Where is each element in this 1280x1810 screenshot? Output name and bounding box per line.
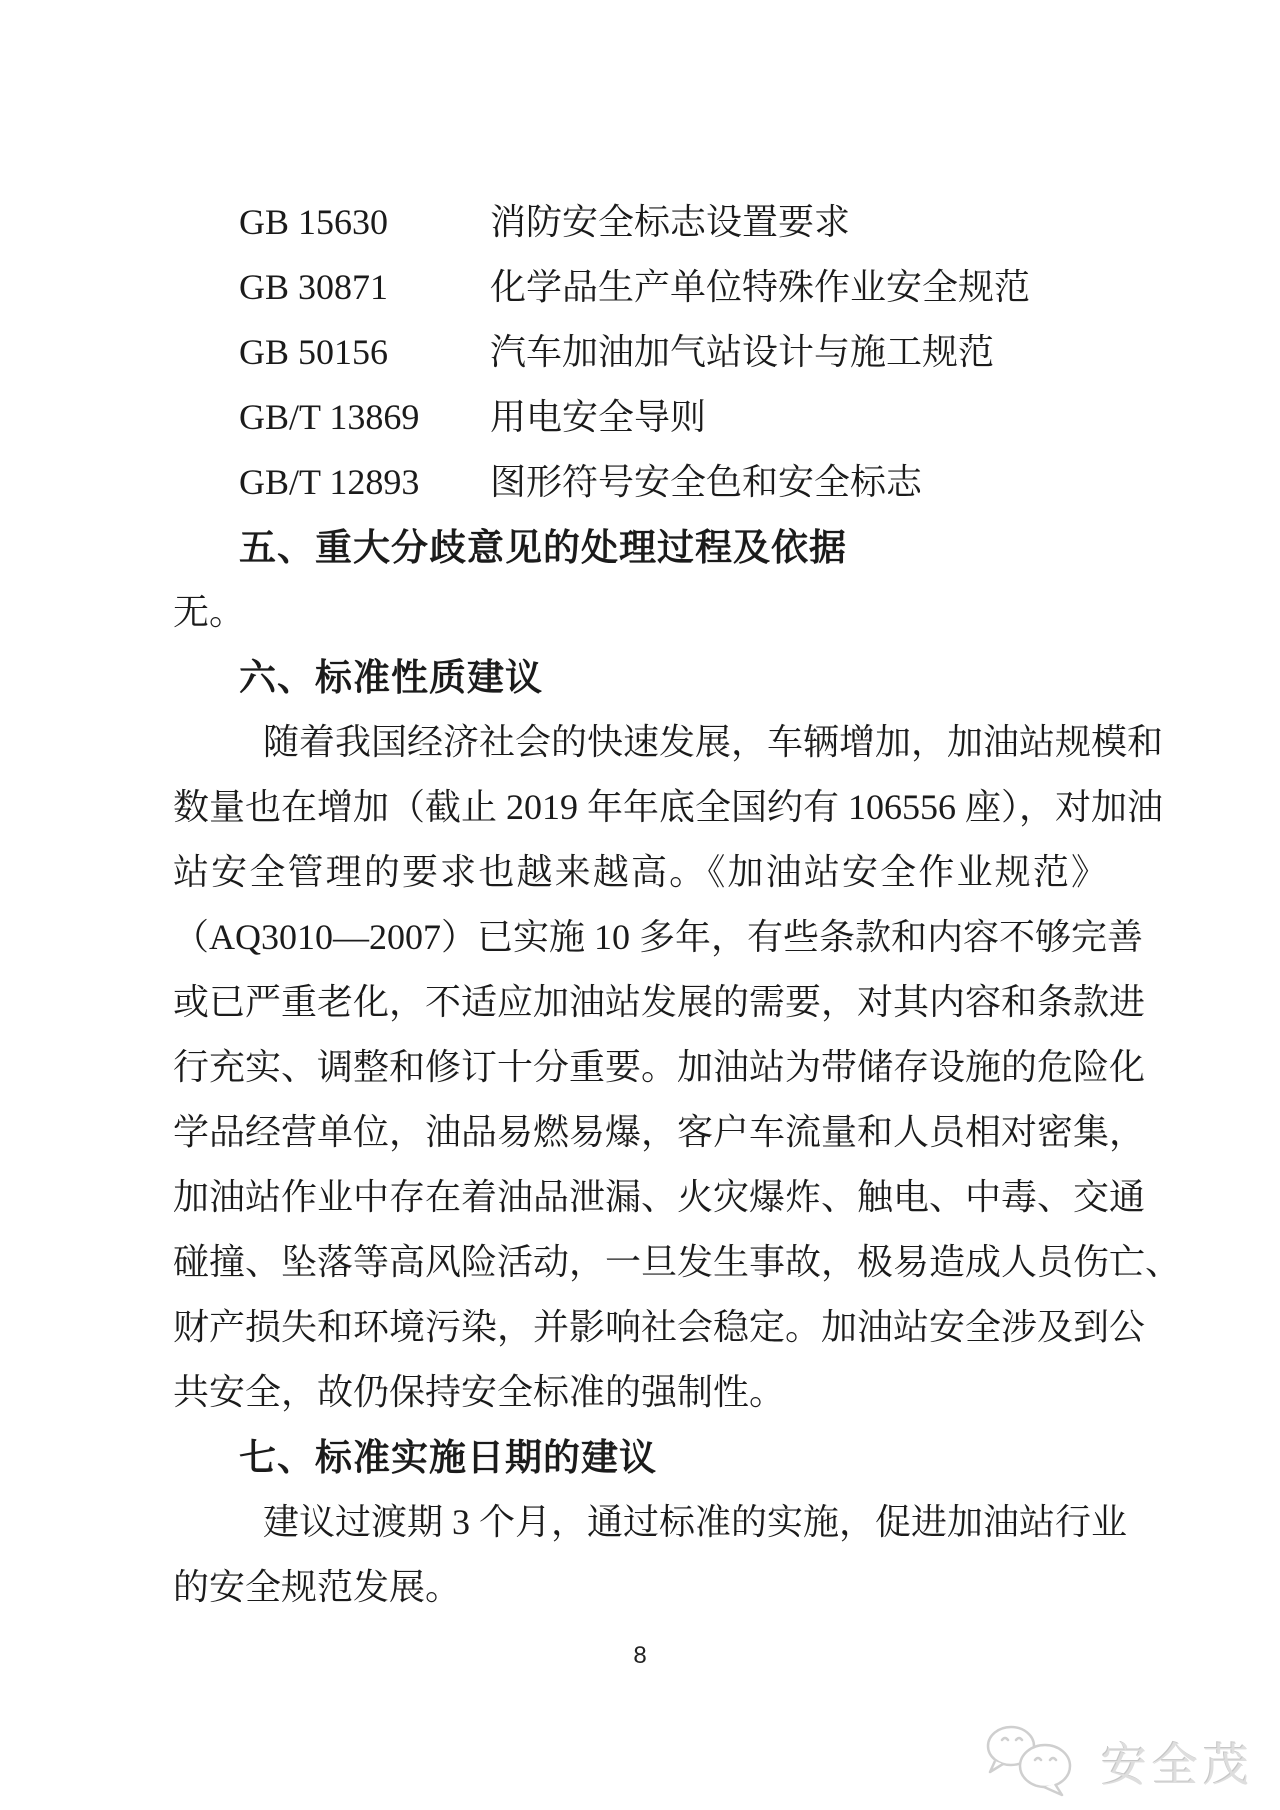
reference-row — [173, 450, 1107, 515]
section6-line: 行充实、调整和修订十分重要。加油站为带储存设施的危险化 — [173, 1047, 1146, 1087]
section6-line: 或已严重老化，不适应加油站发展的需要，对其内容和条款进 — [173, 982, 1146, 1022]
section6-line: 财产损失和环境污染，并影响社会稳定。加油站安全涉及到公 — [173, 1307, 1146, 1347]
chat-bubbles-icon — [977, 1721, 1089, 1802]
section6-line: 数量也在增加（截止 2019 年年底全国约有 106556 座），对加油 — [173, 787, 1164, 827]
reference-row — [173, 320, 1107, 385]
reference-title: 化学品生产单位特殊作业安全规范 — [490, 267, 1031, 307]
section6-heading: 六、标准性质建议 — [239, 657, 543, 698]
reference-title: 消防安全标志设置要求 — [490, 202, 851, 242]
section7-heading: 七、标准实施日期的建议 — [239, 1437, 657, 1478]
watermark — [977, 1721, 1254, 1802]
section5-heading: 五、重大分歧意见的处理过程及依据 — [239, 527, 847, 568]
reference-code: GB/T 13869 — [239, 397, 420, 437]
section7-line: 建议过渡期 3 个月，通过标准的实施，促进加油站行业 — [263, 1502, 1128, 1542]
reference-code: GB 30871 — [239, 267, 389, 307]
section5-body: 无。 — [173, 592, 246, 632]
section7-line: 的安全规范发展。 — [173, 1567, 462, 1607]
section6-line: 共安全，故仍保持安全标准的强制性。 — [173, 1372, 786, 1412]
reference-row — [173, 385, 1107, 450]
section6-line: 随着我国经济社会的快速发展，车辆增加，加油站规模和 — [263, 722, 1164, 762]
reference-title: 用电安全导则 — [490, 397, 707, 437]
reference-code: GB/T 12893 — [239, 462, 420, 502]
watermark-text: 安全茂 — [1101, 1738, 1254, 1791]
reference-row — [173, 190, 1107, 255]
reference-title: 汽车加油加气站设计与施工规范 — [490, 332, 995, 372]
reference-code: GB 15630 — [239, 202, 389, 242]
reference-title: 图形符号安全色和安全标志 — [490, 462, 923, 502]
section6-line: 碰撞、坠落等高风险活动，一旦发生事故，极易造成人员伤亡、 — [173, 1242, 1182, 1282]
section6-line: 加油站作业中存在着油品泄漏、火灾爆炸、触电、中毒、交通 — [173, 1177, 1146, 1217]
reference-row — [173, 255, 1107, 320]
document-content — [173, 190, 1182, 1676]
reference-code: GB 50156 — [239, 332, 389, 372]
section6-line: 站安全管理的要求也越来越高。《加油站安全作业规范》 — [173, 852, 1107, 892]
page-number: 8 — [633, 1642, 647, 1669]
section6-line: （AQ3010—2007）已实施 10 多年，有些条款和内容不够完善 — [173, 917, 1143, 957]
section6-line: 学品经营单位，油品易燃易爆，客户车流量和人员相对密集， — [173, 1112, 1146, 1152]
